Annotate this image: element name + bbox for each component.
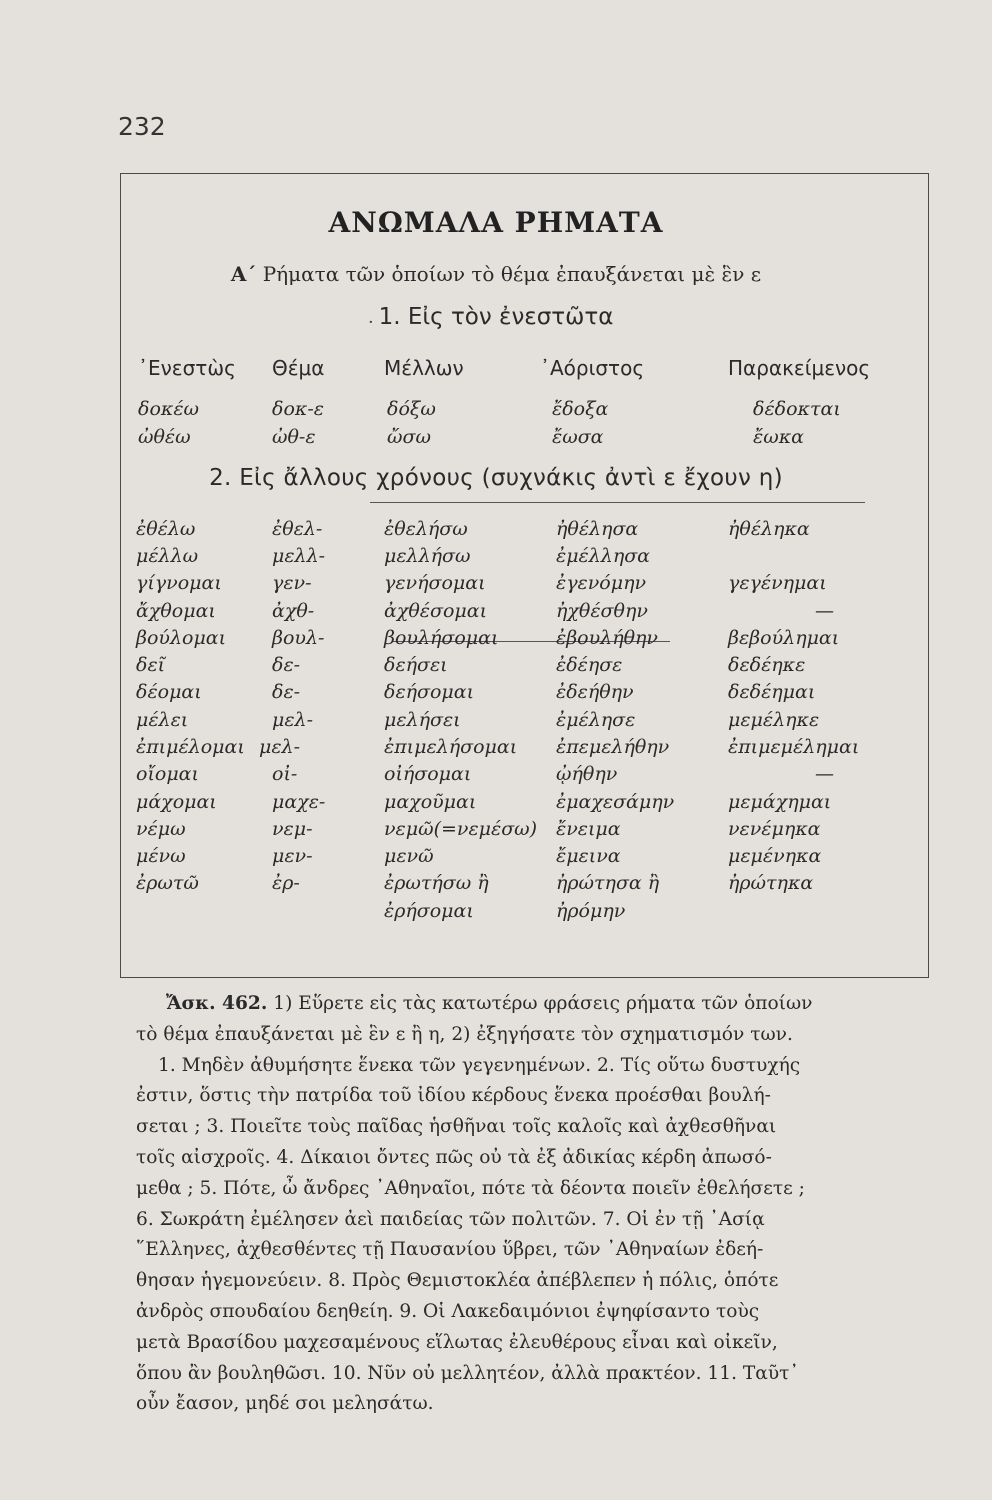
s1-cell: ἔωκα — [753, 426, 804, 448]
s2-cell: μελ- — [272, 709, 314, 731]
s2-cell: δεήσομαι — [384, 681, 475, 703]
exercise-line: οὖν ἔασον, μηδέ σοι μελησάτω. — [136, 1393, 434, 1415]
s2-cell: ἐγενόμην — [556, 572, 647, 594]
exercise-line: ἀνδρὸς σπουδαίου δεηθείη. 9. Οἱ Λακεδαιμόνιοι ἐψηφίσαντο τοὺς — [136, 1300, 760, 1322]
s2-cell: ἐρωτήσω ἢ — [384, 872, 489, 894]
s1-cell: δοκέω — [138, 398, 200, 420]
s2-cell: μεμένηκα — [728, 845, 822, 867]
s2-cell: μεμέληκε — [728, 709, 820, 731]
s2-cell: ἐρωτῶ — [136, 872, 199, 894]
s2-cell: νενέμηκα — [728, 818, 821, 840]
s2-cell: βεβούλημαι — [728, 627, 840, 649]
header-future: Μέλλων — [384, 356, 464, 380]
s2-cell: ἐδέησε — [556, 654, 623, 676]
s1-cell: ὠθ-ε — [272, 426, 316, 448]
subtitle-text: Ρήματα τῶν ὁποίων τὸ θέμα ἐπαυξάνεται μὲ ἓν ε — [262, 262, 762, 286]
s2-cell: ἄχθομαι — [136, 600, 216, 622]
s2-cell: νέμω — [136, 818, 186, 840]
s2-cell: ἠθέλησα — [556, 518, 639, 540]
s1-cell: ὤσω — [387, 426, 431, 448]
s2-cell: ἀχθέσομαι — [384, 600, 488, 622]
s2-cell: ἐπιμελήσομαι — [384, 736, 518, 758]
s2-cell: ἐβουλήθην — [556, 627, 658, 649]
page-number: 232 — [118, 112, 166, 141]
header-stem: Θέμα — [272, 356, 325, 380]
s2-cell: μαχοῦμαι — [384, 791, 477, 813]
section2-underline — [370, 502, 865, 503]
s2-cell: ἔμεινα — [556, 845, 621, 867]
s2-cell: ἠχθέσθην — [556, 600, 648, 622]
s2-cell: μελ- — [259, 736, 301, 758]
s1-cell: δέδοκται — [753, 398, 841, 420]
s2-cell: μέλει — [136, 709, 189, 731]
s2-cell: νεμῶ(=νεμέσω) — [384, 818, 538, 840]
s2-cell: οἰήσομαι — [384, 763, 472, 785]
s2-cell: γίγνομαι — [136, 572, 222, 594]
s1-cell: ἔδοξα — [552, 398, 609, 420]
s2-cell: ἐμαχεσάμην — [556, 791, 675, 813]
s2-cell: ἐρήσομαι — [384, 900, 474, 922]
header-aorist: ᾿Αόριστος — [540, 356, 645, 380]
s2-cell: ἐπεμελήθην — [556, 736, 670, 758]
exercise-line: 6. Σωκράτη ἐμέλησεν ἀεὶ παιδείας τῶν πολιτῶν. 7. Οἱ ἐν τῇ ᾿Ασίᾳ — [136, 1208, 765, 1230]
s1-cell: ὠθέω — [138, 426, 191, 448]
header-perfect: Παρακείμενος — [728, 356, 871, 380]
s2-cell: μένω — [136, 845, 186, 867]
s2-cell: γεγένημαι — [728, 572, 827, 594]
s2-cell: γενήσομαι — [384, 572, 486, 594]
s2-cell: ἠρώτηκα — [728, 872, 814, 894]
page-title: ΑΝΩΜΑΛΑ ΡΗΜΑΤΑ — [328, 206, 664, 239]
exercise-line: μετὰ Βρασίδου μαχεσαμένους εἵλωτας ἐλευθέρους εἶναι καὶ οἰκεῖν, — [136, 1331, 778, 1353]
exercise-block — [136, 989, 930, 1420]
s2-cell: μελήσει — [384, 709, 461, 731]
s2-cell: μέλλω — [136, 545, 199, 567]
s2-cell: μελλήσω — [384, 545, 471, 567]
s2-cell: δεήσει — [384, 654, 448, 676]
s2-cell: ἐδεήθην — [556, 681, 634, 703]
s2-cell: δέομαι — [136, 681, 202, 703]
exercise-line: τὸ θέμα ἐπαυξάνεται μὲ ἓν ε ἢ η, 2) ἐξηγήσατε τὸν σχηματισμόν των. — [136, 1023, 793, 1045]
subtitle-letter: Α΄ — [230, 262, 257, 286]
exercise-line: 1) Εὕρετε εἰς τὰς κατωτέρω φράσεις ρήματα τῶν ὁποίων — [273, 993, 813, 1014]
section2-title: 2. Εἰς ἄλλους χρόνους (συχνάκις ἀντὶ ε ἔχουν η) — [209, 465, 783, 491]
exercise-line: ὅπου ἂν βουληθῶσι. 10. Νῦν οὐ μελλητέον, ἀλλὰ πρακτέον. 11. Ταῦτ᾿ — [136, 1362, 799, 1384]
s2-cell: βουλ- — [272, 627, 325, 649]
exercise-line: τοῖς αἰσχροῖς. 4. Δίκαιοι ὄντες πῶς οὐ τὰ ἐξ ἀδικίας κέρδη ἀπωσό- — [136, 1146, 772, 1168]
exercise-label: Ἄσκ. 462. — [166, 993, 268, 1014]
s2-cell: ἐμέλησε — [556, 709, 636, 731]
s2-cell: μενῶ — [384, 845, 434, 867]
header-present: ᾿Ενεστὼς — [138, 356, 236, 380]
exercise-line: μεθα ; 5. Πότε, ὦ ἄνδρες ᾿Αθηναῖοι, πότε τὰ δέοντα ποιεῖν ἐθελήσετε ; — [136, 1177, 805, 1199]
exercise-line: ῞Ελληνες, ἀχθεσθέντες τῇ Παυσανίου ὕβρει, τῶν ᾿Αθηναίων ἐδεή- — [136, 1239, 764, 1261]
s2-cell: βούλομαι — [136, 627, 227, 649]
s2-cell: νεμ- — [272, 818, 313, 840]
s1-cell: δόξω — [387, 398, 436, 420]
s2-cell: οἰ- — [272, 763, 298, 785]
s2-cell: γεν- — [272, 572, 312, 594]
exercise-line: 1. Μηδὲν ἀθυμήσητε ἕνεκα τῶν γεγενημένων. 2. Τίς οὕτω δυστυχής — [158, 1054, 801, 1076]
s2-cell: ἠρώτησα ἢ — [556, 872, 660, 894]
s2-cell: δεδέημαι — [728, 681, 816, 703]
s1-cell: δοκ-ε — [272, 398, 324, 420]
s2-cell: μάχομαι — [136, 791, 217, 813]
s2-cell: ἐθελήσω — [384, 518, 468, 540]
s2-cell: ἐθέλω — [136, 518, 196, 540]
subtitle — [0, 262, 992, 286]
bullet-dot: · — [368, 312, 374, 333]
s2-cell: ᾠήθην — [556, 763, 618, 785]
s2-cell: δε- — [272, 654, 301, 676]
s2-cell: ἠθέληκα — [728, 518, 810, 540]
s2-cell: μεμάχημαι — [728, 791, 832, 813]
s2-cell: ἐπιμεμέλημαι — [728, 736, 860, 758]
s2-cell: ἀχθ- — [272, 600, 315, 622]
exercise-line: ἐστιν, ὅστις τὴν πατρίδα τοῦ ἰδίου κέρδους ἕνεκα προέσθαι βουλή- — [136, 1085, 771, 1107]
s2-cell: ἐρ- — [272, 872, 300, 894]
s2-cell: — — [815, 600, 834, 622]
s2-cell: οἴομαι — [136, 763, 199, 785]
s2-cell: μελλ- — [272, 545, 326, 567]
exercise-line: σεται ; 3. Ποιεῖτε τοὺς παῖδας ἡσθῆναι τοῖς καλοῖς καὶ ἀχθεσθῆναι — [136, 1116, 777, 1138]
s2-cell: ἔνειμα — [556, 818, 621, 840]
s2-cell: ἐθελ- — [272, 518, 323, 540]
s1-cell: ἔωσα — [552, 426, 604, 448]
s2-cell: — — [815, 763, 834, 785]
s2-cell: ἐμέλλησα — [556, 545, 651, 567]
s2-cell: μαχε- — [272, 791, 326, 813]
exercise-line: θησαν ἡγεμονεύειν. 8. Πρὸς Θεμιστοκλέα ἀπέβλεπεν ἡ πόλις, ὁπότε — [136, 1270, 779, 1292]
section1-title: 1. Εἰς τὸν ἐνεστῶτα — [378, 304, 614, 330]
s2-cell: μεν- — [272, 845, 313, 867]
s2-cell: δεδέηκε — [728, 654, 806, 676]
s2-cell: ἠρόμην — [556, 900, 626, 922]
s2-cell: δεῖ — [136, 654, 166, 676]
s2-cell: βουλήσομαι — [384, 627, 499, 649]
s2-cell: ἐπιμέλομαι — [136, 736, 245, 758]
s2-cell: δε- — [272, 681, 301, 703]
